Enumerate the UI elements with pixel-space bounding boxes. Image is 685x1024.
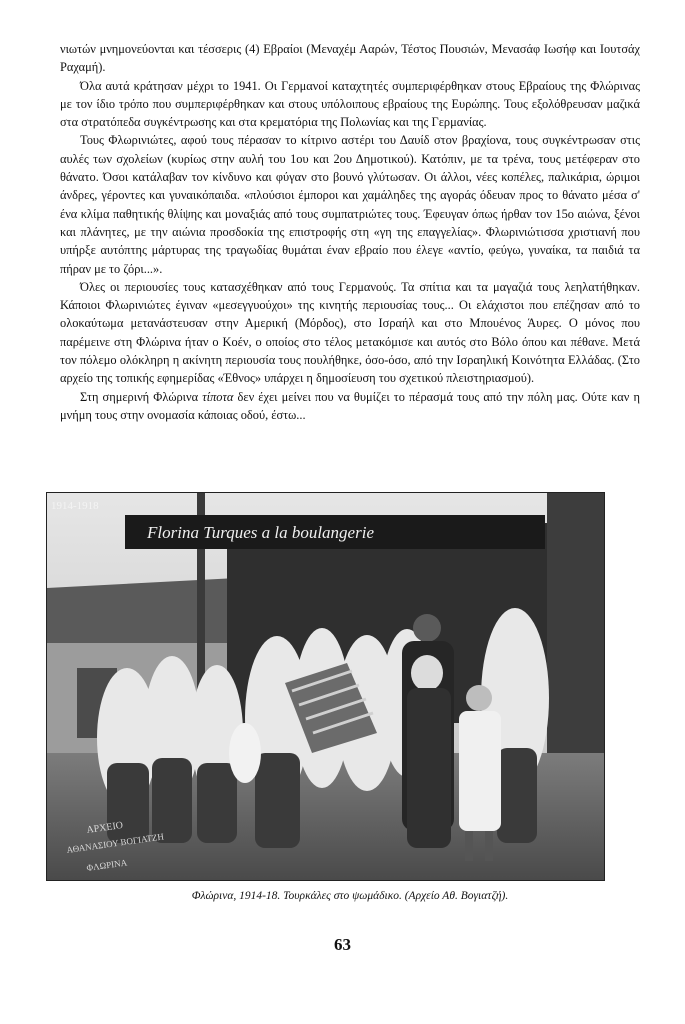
photo-sign-text: Florina Turques a la boulangerie [147, 523, 374, 542]
historic-photograph [46, 492, 605, 881]
paragraph-5-emphasis: τίποτα [202, 389, 234, 404]
photo-date-stamp: 1914-1918 [51, 500, 99, 512]
paragraph-1: νιωτών μνημονεύονται και τέσσερις (4) Εβραίοι (Μεναχέμ Ααρών, Τέστος Πουσιών, Μενασάφ Ιωσήφ και Ιουτσάχ Ραχαμή). [60, 42, 640, 75]
photo-illustration [47, 493, 604, 880]
archive-stamp-line-2: ΑΘΑΝΑΣΙΟΥ ΒΟΓΙΑΤΖΗ [65, 831, 165, 855]
body-text [60, 40, 640, 424]
photo-caption: Φλώρινα, 1914-18. Τουρκάλες στο ψωμάδικο. (Αρχείο Αθ. Βογιατζή). [191, 890, 509, 902]
paragraph-4: Όλες οι περιουσίες τους κατασχέθηκαν από τους Γερμανούς. Τα σπίτια και τα μαγαζιά τους λεηλατήθηκαν. Κάποιοι Φλωρινιώτες έγιναν «μεσεγγυούχοι» της κινητής περιουσίας τους... Οι ελάχιστοι που επέζησαν από το ολοκαύτωμα μετανάστευσαν στην Αμερική (Μόρδος), στο Ισραήλ και στο Μπουένος Άυρες. Ο μόνος που παρέμεινε στη Φλώρινα ήταν ο Κοέν, ο οποίος στο τέλος μετακόμισε και αυτός στο Βόλο όπου και πέθανε. Μετά τον πόλεμο ολόκληρη η ακίνητη περιουσία τους πουλήθηκε, όσο-όσο, από την Ισραηλική Κοινότητα Ελλάδας. (Στο αρχείο της τοπικής εφημερίδας «Έθνος» υπάρχει η δημοσίευση του σχετικού πλειστηριασμού). [60, 279, 640, 386]
paragraph-5-start: Στη σημερινή Φλώρινα [80, 389, 203, 404]
archive-stamp-line-3: ΦΛΩΡΙΝΑ [85, 857, 128, 873]
paragraph-5-end: δεν έχει μείνει που να θυμίζει το πέρασμά τους από την πόλη μας. Ούτε καν η μνήμη τους στην ονομασία κάποιας οδού, έστω... [60, 389, 640, 422]
archive-stamp-line-1: ΑΡΧΕΙΟ [85, 819, 124, 836]
page-number: 63 [334, 935, 351, 954]
paragraph-2: Όλα αυτά κράτησαν μέχρι το 1941. Οι Γερμανοί καταχτητές συμπεριφέρθηκαν στους Εβραίους της Φλώρινας με τον ίδιο τρόπο που συμπεριφέρθηκαν και στους υπόλοιπους εβραίους της Ευρώπης. Τους εξολόθρευσαν μαζικά στα στρατόπεδα συγκέντρωσης και στα κρεματόρια της Πολωνίας και της Γερμανίας. [60, 78, 640, 130]
paragraph-3: Τους Φλωρινιώτες, αφού τους πέρασαν το κίτρινο αστέρι του Δαυίδ στον βραχίονα, τους συγκέντρωσαν στις αυλές των σχολείων (κυρίως στην αυλή του 1ου και 2ου Δημοτικού). Κατόπιν, με τα τρένα, τους μετέφεραν στο θάνατο. Όσοι κατάλαβαν τον κίνδυνο και φύγαν στο βουνό γλύτωσαν. Οι άλλοι, νέες κοπέλες, παλικάρια, ώριμοι άνδρες, γέροντες και γυναικόπαιδα. «πλούσιοι έμποροι και χαμάληδες της αγοράς όδευαν προς το θάνατο μέσα σ' ένα κλίμα παθητικής θλίψης και μοναξιάς από τους συμπατριώτες τους. Έφευγαν όπως ήρθαν τον 15ο αιώνα, ξένοι και πλάνητες, με την αιώνια προσδοκία της επιστροφής στη «γη της επαγγελίας». Φλωρινιώτισσα χριστιανή που υπήρξε αυτόπτης μάρτυρας της τραγωδίας θυμάται έναν εβραίο που έλεγε «αντίο, φεύγω, γυναίκα, τα παιδιά τα πήραν με το ζόρι...». [60, 133, 640, 276]
paragraph-5 [60, 388, 640, 425]
